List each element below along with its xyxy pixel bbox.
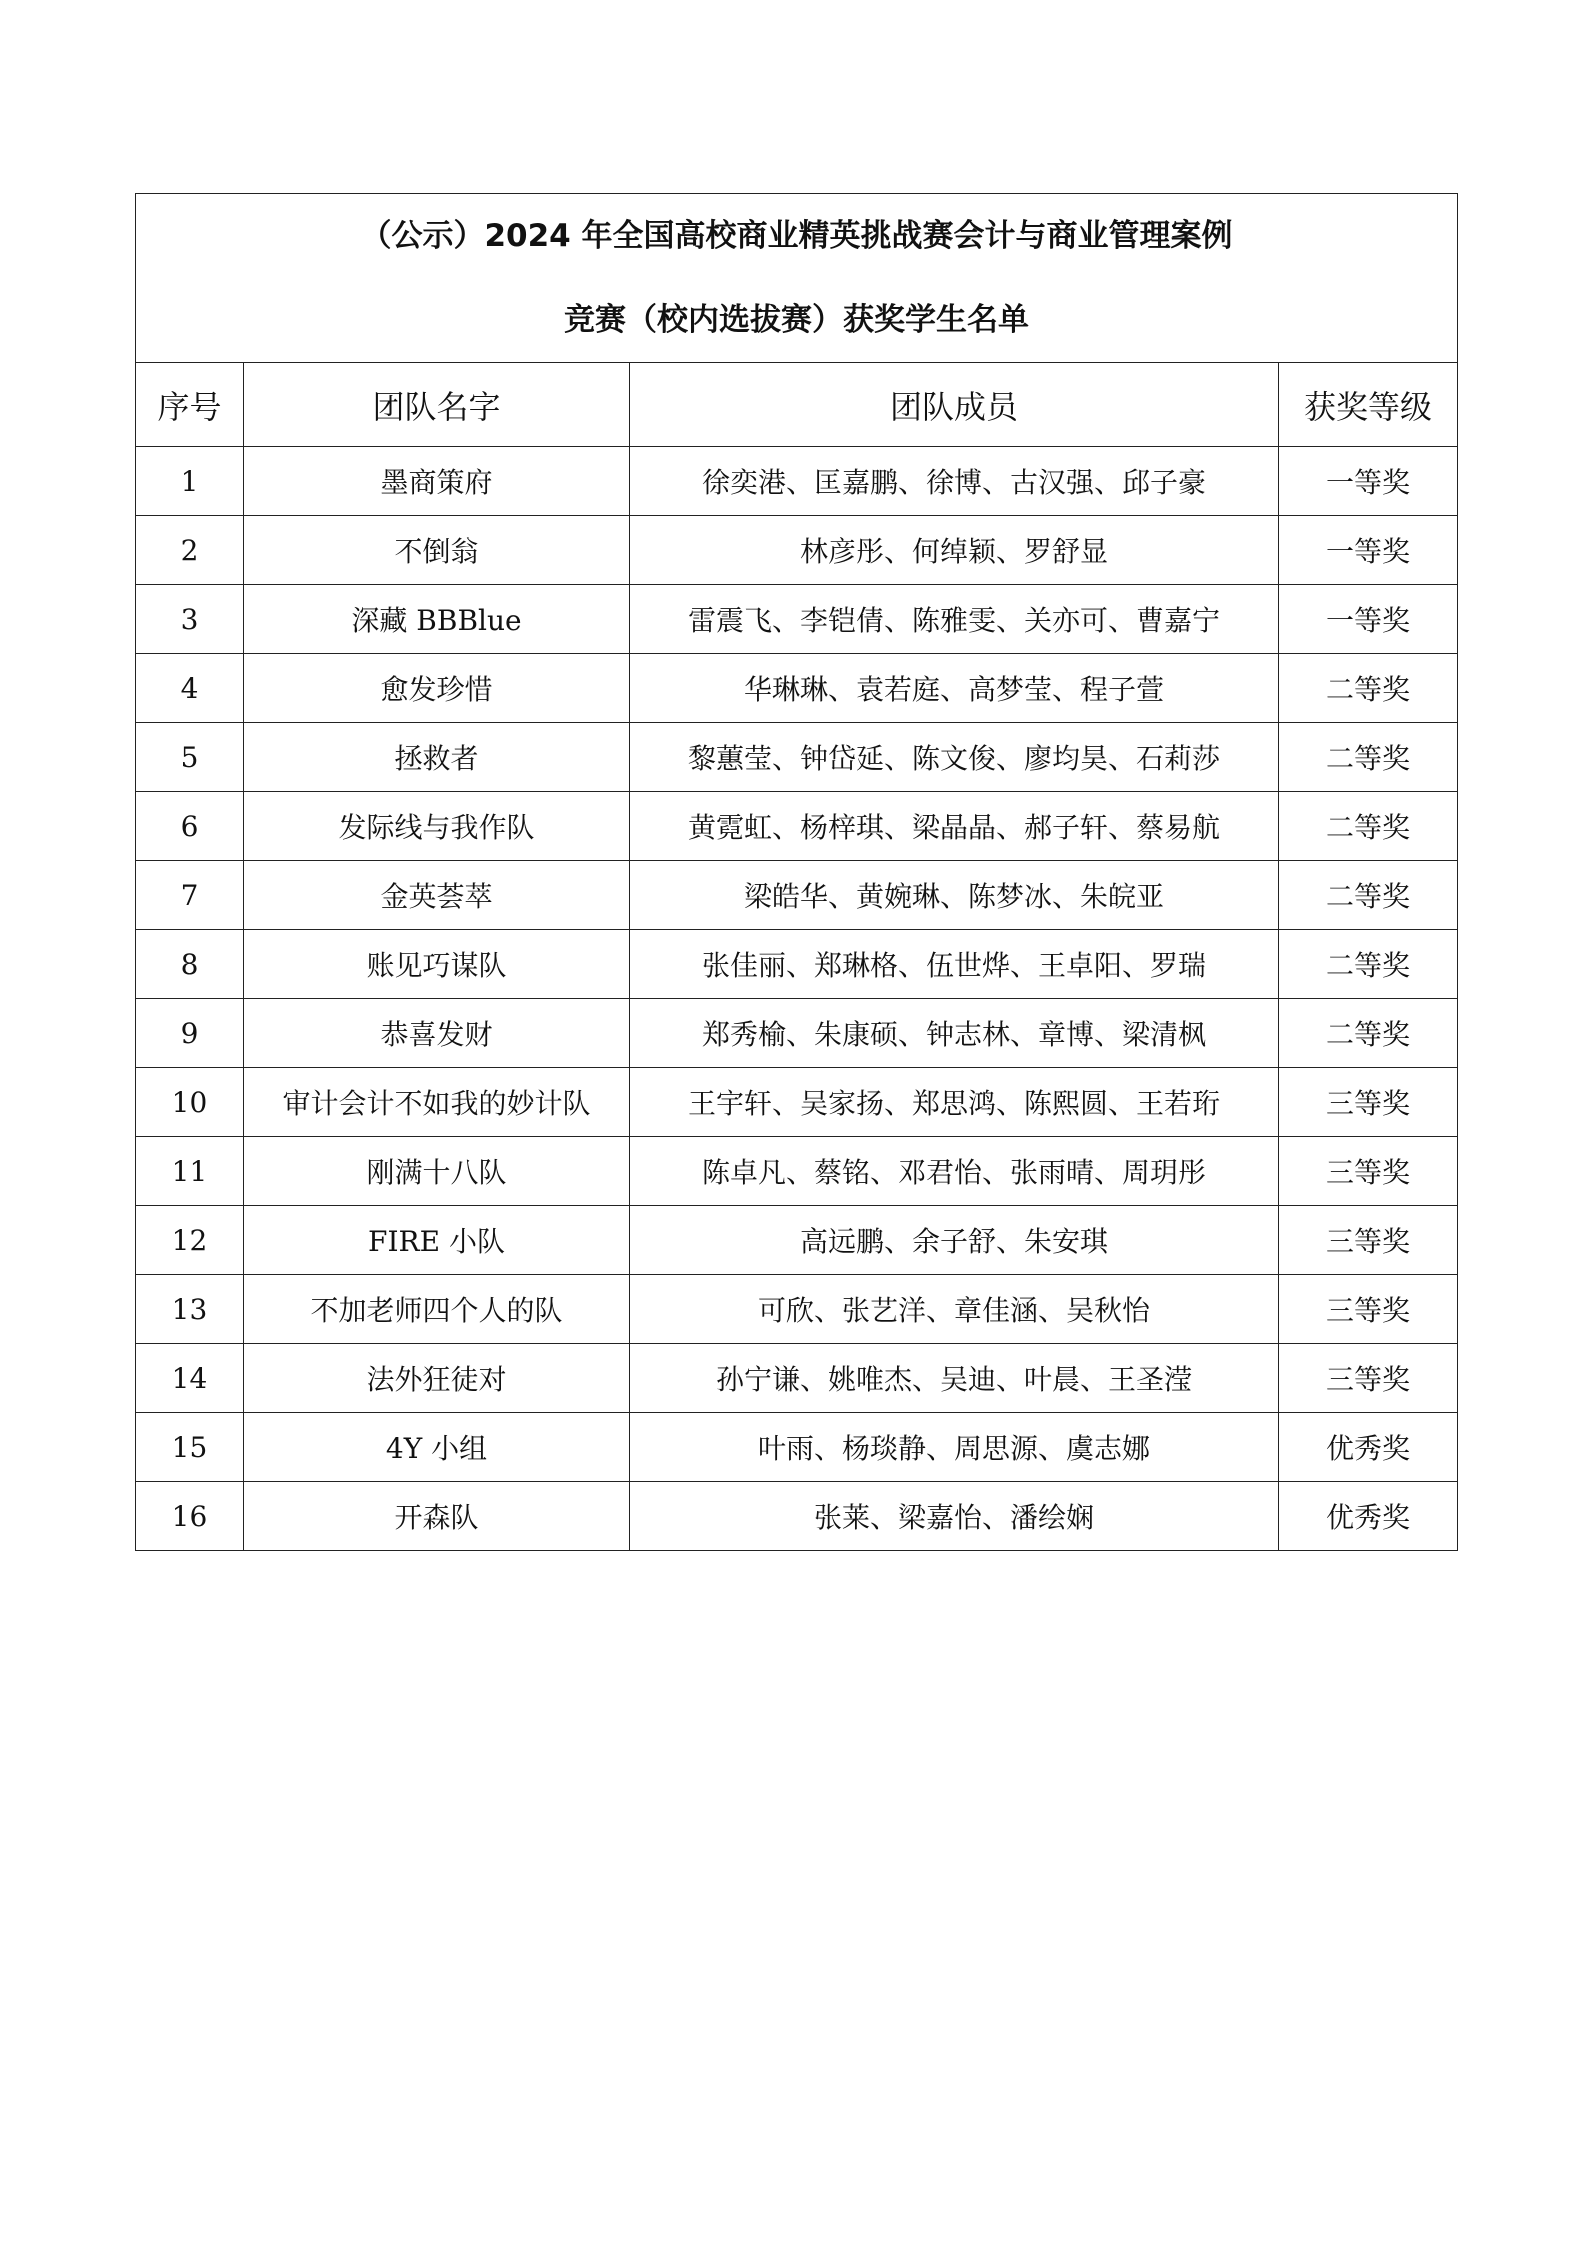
cell-team-members: 郑秀榆、朱康硕、钟志林、章博、梁清枫	[630, 999, 1279, 1068]
cell-team-name: 账见巧谋队	[244, 930, 630, 999]
cell-award-level: 三等奖	[1279, 1206, 1458, 1275]
cell-number: 5	[136, 723, 244, 792]
title-row	[136, 194, 1458, 363]
cell-team-members: 梁皓华、黄婉琳、陈梦冰、朱皖亚	[630, 861, 1279, 930]
cell-team-name: 不加老师四个人的队	[244, 1275, 630, 1344]
cell-team-name: 发际线与我作队	[244, 792, 630, 861]
cell-award-level: 三等奖	[1279, 1137, 1458, 1206]
cell-team-name: 拯救者	[244, 723, 630, 792]
cell-team-members: 林彦彤、何绰颖、罗舒显	[630, 516, 1279, 585]
table-row	[136, 1482, 1458, 1551]
cell-team-members: 张莱、梁嘉怡、潘绘娴	[630, 1482, 1279, 1551]
cell-award-level: 二等奖	[1279, 861, 1458, 930]
title-line-2: 竞赛（校内选拔赛）获奖学生名单	[564, 302, 1029, 338]
cell-award-level: 一等奖	[1279, 516, 1458, 585]
cell-team-members: 叶雨、杨琰静、周思源、虞志娜	[630, 1413, 1279, 1482]
cell-award-level: 三等奖	[1279, 1275, 1458, 1344]
cell-number: 12	[136, 1206, 244, 1275]
cell-number: 2	[136, 516, 244, 585]
cell-award-level: 三等奖	[1279, 1344, 1458, 1413]
cell-team-name: 刚满十八队	[244, 1137, 630, 1206]
column-header-team-name: 团队名字	[244, 363, 630, 447]
cell-team-name: 不倒翁	[244, 516, 630, 585]
cell-number: 15	[136, 1413, 244, 1482]
table-row	[136, 654, 1458, 723]
cell-number: 1	[136, 447, 244, 516]
table-row	[136, 861, 1458, 930]
cell-award-level: 二等奖	[1279, 999, 1458, 1068]
award-list-table	[135, 193, 1458, 1551]
cell-number: 13	[136, 1275, 244, 1344]
table-row	[136, 585, 1458, 654]
cell-team-name: 法外狂徒对	[244, 1344, 630, 1413]
cell-team-name: 4Y 小组	[244, 1413, 630, 1482]
table-row	[136, 1068, 1458, 1137]
cell-award-level: 二等奖	[1279, 930, 1458, 999]
cell-award-level: 三等奖	[1279, 1068, 1458, 1137]
cell-team-members: 华琳琳、袁若庭、高梦莹、程子萱	[630, 654, 1279, 723]
cell-number: 14	[136, 1344, 244, 1413]
cell-award-level: 一等奖	[1279, 447, 1458, 516]
cell-award-level: 优秀奖	[1279, 1413, 1458, 1482]
table-row	[136, 447, 1458, 516]
table-row	[136, 1413, 1458, 1482]
cell-number: 9	[136, 999, 244, 1068]
table-row	[136, 1137, 1458, 1206]
cell-award-level: 二等奖	[1279, 792, 1458, 861]
cell-team-members: 雷震飞、李铠倩、陈雅雯、关亦可、曹嘉宁	[630, 585, 1279, 654]
column-header-team-members: 团队成员	[630, 363, 1279, 447]
cell-team-name: 墨商策府	[244, 447, 630, 516]
cell-team-name: FIRE 小队	[244, 1206, 630, 1275]
cell-number: 16	[136, 1482, 244, 1551]
cell-team-members: 黄霓虹、杨梓琪、梁晶晶、郝子轩、蔡易航	[630, 792, 1279, 861]
table-row	[136, 1344, 1458, 1413]
header-row	[136, 363, 1458, 447]
cell-team-name: 审计会计不如我的妙计队	[244, 1068, 630, 1137]
table-row	[136, 792, 1458, 861]
cell-team-members: 可欣、张艺洋、章佳涵、吴秋怡	[630, 1275, 1279, 1344]
cell-team-members: 高远鹏、余子舒、朱安琪	[630, 1206, 1279, 1275]
cell-award-level: 优秀奖	[1279, 1482, 1458, 1551]
cell-award-level: 二等奖	[1279, 723, 1458, 792]
cell-number: 7	[136, 861, 244, 930]
cell-team-members: 徐奕港、匡嘉鹏、徐博、古汉强、邱子豪	[630, 447, 1279, 516]
cell-team-name: 愈发珍惜	[244, 654, 630, 723]
table-row	[136, 723, 1458, 792]
cell-award-level: 二等奖	[1279, 654, 1458, 723]
table-row	[136, 930, 1458, 999]
cell-team-members: 王宇轩、吴家扬、郑思鸿、陈熙圆、王若珩	[630, 1068, 1279, 1137]
cell-team-members: 孙宁谦、姚唯杰、吴迪、叶晨、王圣滢	[630, 1344, 1279, 1413]
document-title	[136, 194, 1458, 363]
column-header-award-level: 获奖等级	[1279, 363, 1458, 447]
cell-number: 8	[136, 930, 244, 999]
cell-team-members: 黎蕙莹、钟岱延、陈文俊、廖均昊、石莉莎	[630, 723, 1279, 792]
cell-team-name: 深藏 BBBlue	[244, 585, 630, 654]
cell-number: 10	[136, 1068, 244, 1137]
cell-team-name: 开森队	[244, 1482, 630, 1551]
cell-team-members: 张佳丽、郑琳格、伍世烨、王卓阳、罗瑞	[630, 930, 1279, 999]
column-header-number: 序号	[136, 363, 244, 447]
table-row	[136, 1275, 1458, 1344]
table-row	[136, 999, 1458, 1068]
cell-team-name: 恭喜发财	[244, 999, 630, 1068]
cell-team-name: 金英荟萃	[244, 861, 630, 930]
cell-team-members: 陈卓凡、蔡铭、邓君怡、张雨晴、周玥彤	[630, 1137, 1279, 1206]
title-line-1: （公示）2024 年全国高校商业精英挑战赛会计与商业管理案例	[360, 218, 1233, 254]
table-row	[136, 516, 1458, 585]
cell-award-level: 一等奖	[1279, 585, 1458, 654]
cell-number: 3	[136, 585, 244, 654]
table-row	[136, 1206, 1458, 1275]
cell-number: 6	[136, 792, 244, 861]
cell-number: 11	[136, 1137, 244, 1206]
cell-number: 4	[136, 654, 244, 723]
